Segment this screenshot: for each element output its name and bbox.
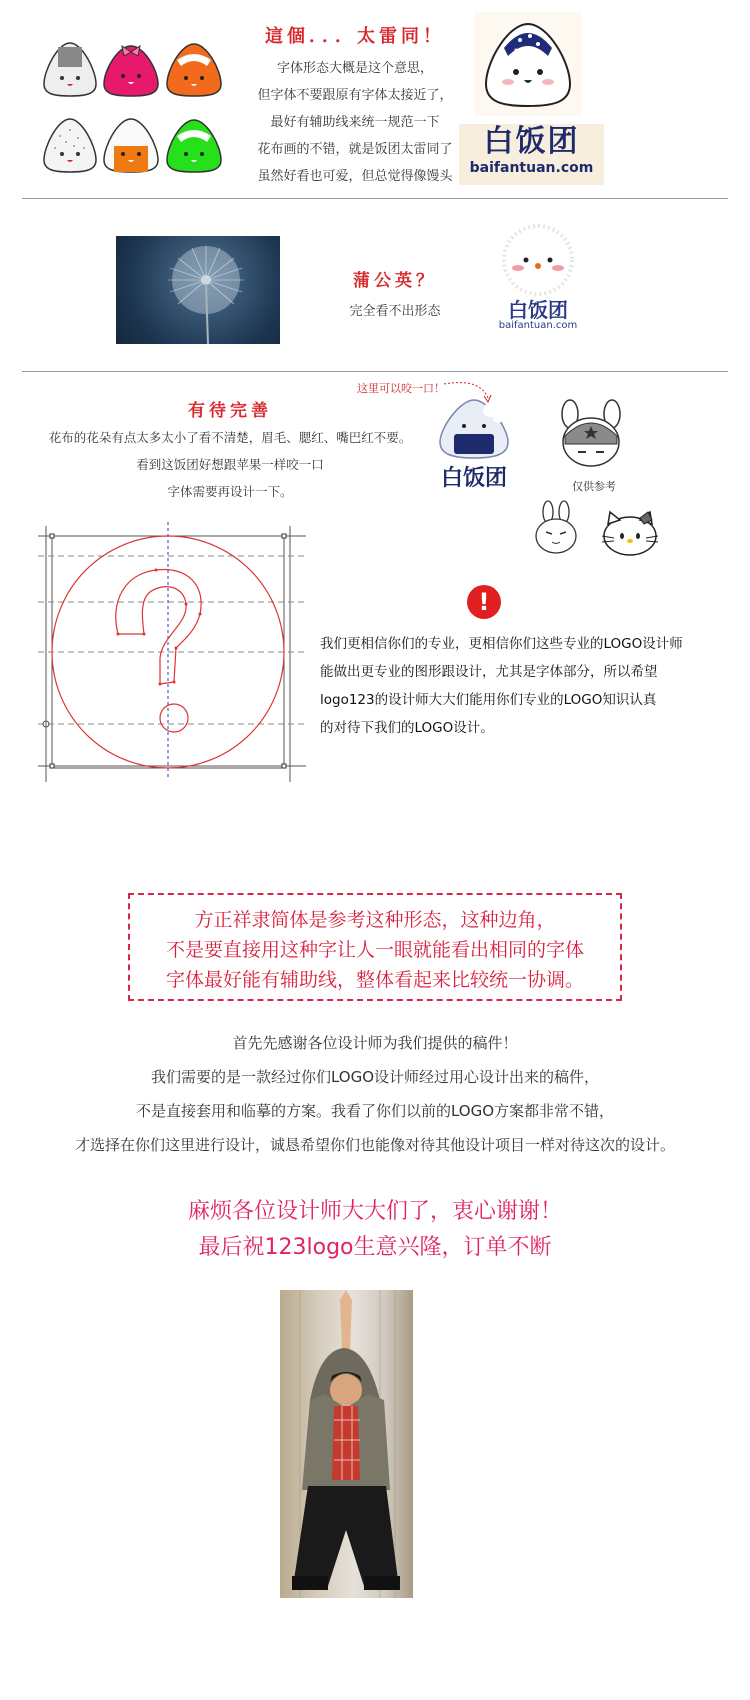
question-mark-construction-diagram xyxy=(38,518,306,784)
notice-line: 方正祥隶简体是参考这种形态，这种边角， xyxy=(194,909,556,931)
closing-line: 最后祝123logo生意兴隆，订单不断 xyxy=(198,1235,552,1260)
kneeling-person-icon xyxy=(280,1290,413,1598)
divider xyxy=(22,371,728,372)
bitten-rice-ball-icon xyxy=(428,396,520,462)
divider xyxy=(22,198,728,199)
section1-line: 最好有辅助线来统一规范一下 xyxy=(270,115,440,130)
dandelion-photo xyxy=(116,236,280,344)
rabbit-with-hat-icon xyxy=(556,398,626,470)
thanks-line: 才选择在你们这里进行设计，诚恳希望你们也能像对待其他设计项目一样对待这次的设计。 xyxy=(74,1136,675,1154)
section3-paragraph-line: logo123的设计师大大们能用你们专业的LOGO知识认真 xyxy=(320,692,657,708)
reference-caption: 仅供参考 xyxy=(572,480,616,493)
section3-paragraph-line: 的对待下我们的LOGO设计。 xyxy=(320,720,494,736)
rice-ball-green-icon xyxy=(163,116,225,174)
section2-caption: 完全看不出形态 xyxy=(349,304,441,319)
person-photo xyxy=(280,1290,413,1598)
mascot-rice-ball-image xyxy=(474,12,582,116)
section3-title: 有待完善 xyxy=(188,401,272,421)
rice-ball-pink-icon xyxy=(100,40,162,98)
section3-line: 看到这饭团好想跟苹果一样咬一口 xyxy=(136,457,324,472)
alert-icon: ! xyxy=(467,585,501,619)
rice-ball-mascot-icon xyxy=(474,12,582,116)
rice-ball-orange-icon xyxy=(163,40,225,98)
section3-paragraph-line: 我们更相信你们的专业，更相信你们这些专业的LOGO设计师 xyxy=(320,636,683,652)
fluffy-snowball-icon xyxy=(488,220,588,296)
section1-line: 字体形态大概是这个意思， xyxy=(276,61,433,76)
rice-ball-grey-icon xyxy=(40,40,100,98)
notice-box xyxy=(128,893,622,1001)
logo-url-text: baifantuan.com xyxy=(498,320,578,331)
logo-chinese-text: 白饭团 xyxy=(483,124,580,159)
section1-title: 這個．．．太雷同！ xyxy=(265,26,445,47)
section1-line: 虽然好看也可爱，但总觉得像馒头 xyxy=(257,169,453,184)
notice-line: 不是要直接用这种字让人一眼就能看出相同的字体 xyxy=(165,939,584,961)
closing-line: 麻烦各位设计师大大们了，衷心谢谢！ xyxy=(187,1199,562,1224)
thanks-line: 首先先感谢各位设计师为我们提供的稿件！ xyxy=(232,1034,518,1052)
section1-line: 花布画的不错，就是饭团太雷同了 xyxy=(257,142,453,157)
section3-line: 字体需要再设计一下。 xyxy=(167,484,293,499)
dandelion-icon xyxy=(116,236,280,344)
logo-url-text: baifantuan.com xyxy=(469,160,594,176)
section3-line: 花布的花朵有点太多太小了看不清楚，眉毛、腮红、嘴巴红不要。 xyxy=(48,430,412,445)
logo-chinese-text: 白饭团 xyxy=(508,298,568,322)
thanks-line: 我们需要的是一款经过你们LOGO设计师经过用心设计出来的稿件， xyxy=(150,1068,600,1086)
section1-line: 但字体不要跟原有字体太接近了， xyxy=(257,88,453,103)
logo-chinese-text: 白饭团 xyxy=(440,466,507,491)
bitten-rice-ball-logo xyxy=(428,396,520,492)
section3-paragraph-line: 能做出更专业的图形跟设计，尤其是字体部分，所以希望 xyxy=(320,664,658,680)
notice-line: 字体最好能有辅助线，整体看起来比较统一协调。 xyxy=(165,969,584,991)
tuzki-rabbit-icon xyxy=(530,500,584,556)
hello-kitty-icon xyxy=(600,508,660,558)
section2-title: 蒲公英？ xyxy=(353,271,437,291)
thanks-line: 不是直接套用和临摹的方案。我看了你们以前的LOGO方案都非常不错， xyxy=(135,1102,615,1120)
baifantuan-logo xyxy=(459,124,604,185)
rice-ball-dotted-icon xyxy=(40,116,100,174)
rice-ball-orange-block-icon xyxy=(100,116,162,174)
fluffy-mascot-logo xyxy=(488,220,588,330)
bite-note: 这里可以咬一口！ xyxy=(357,382,445,395)
